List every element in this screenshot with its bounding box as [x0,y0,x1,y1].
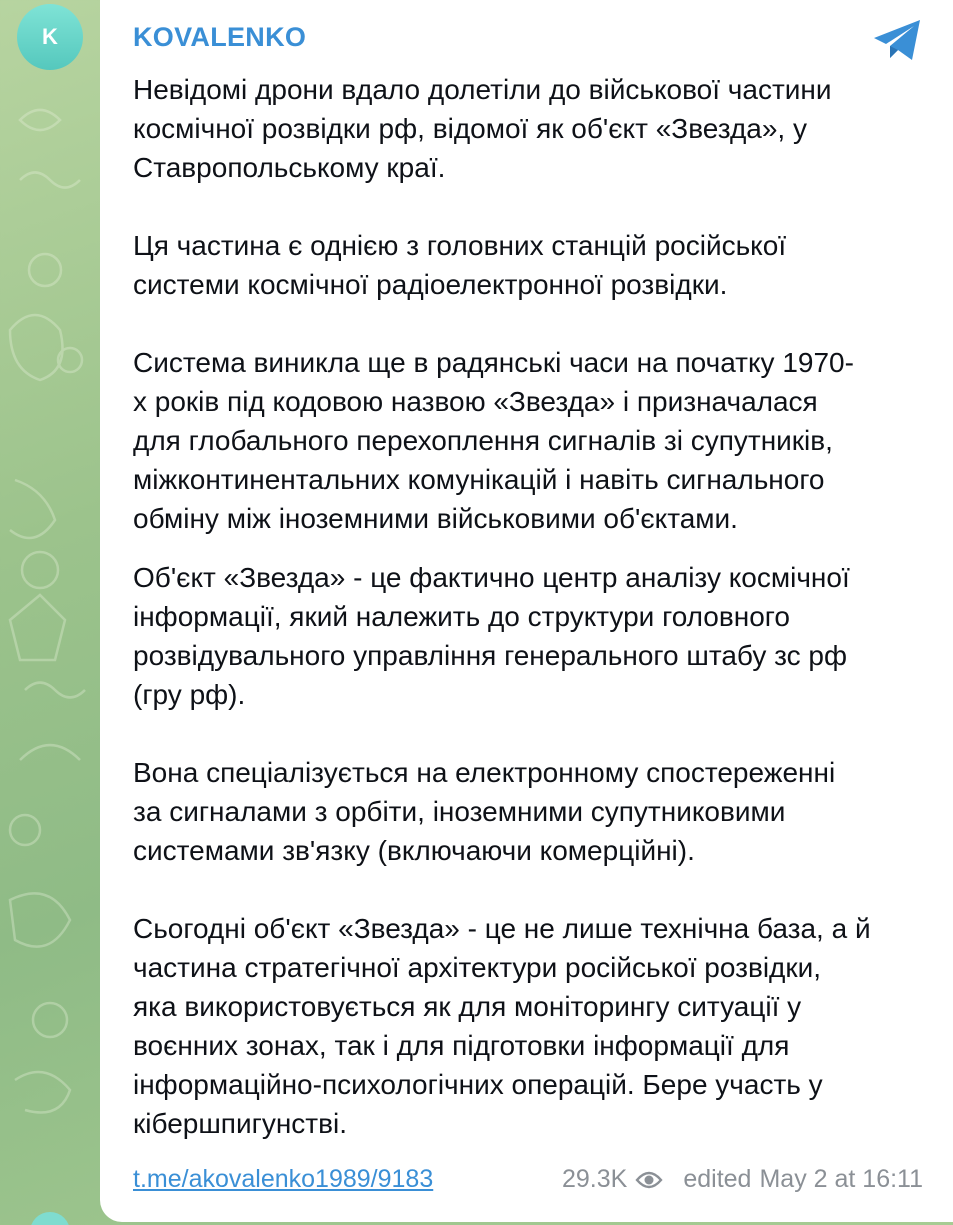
text-line: системи космічної радіоелектронної розвідки. [133,269,728,300]
text-line: за сигналами з орбіти, іноземними супутниковими [133,796,786,827]
channel-name[interactable]: KOVALENKO [133,22,307,52]
paragraph-1 [133,70,933,187]
text-line: (гру рф). [133,679,246,710]
text-line: інформації, який належить до структури головного [133,601,790,632]
text-line: міжконтинентальних комунікацій і навіть сигнального [133,464,825,495]
message-meta [562,1165,923,1194]
text-line: воєнних зонах, так і для підготовки інформації для [133,1030,790,1061]
paragraph-5 [133,753,933,870]
avatar-letter: K [42,24,58,49]
channel-avatar[interactable] [17,4,83,70]
text-line: х років під кодовою назвою «Звезда» і призначалася [133,386,818,417]
telegram-icon [872,18,924,62]
paragraph-6 [133,909,933,1143]
text-line: Вона спеціалізується на електронному спостереженні [133,757,836,788]
text-line: Система виникла ще в радянські часи на початку 1970- [133,347,854,378]
text-line: частина стратегічної архітектури російської розвідки, [133,952,822,983]
view-count: 29.3K [562,1165,628,1193]
text-line: космічної розвідки рф, відомої як об'єкт «Звезда», у [133,113,807,144]
message-footer [133,1165,923,1201]
text-line: обміну між іноземними військовими об'єктами. [133,503,738,534]
text-line: системами зв'язку (включаючи комерційні). [133,835,695,866]
message-timestamp: May 2 at 16:11 [759,1165,923,1193]
text-line: Невідомі дрони вдало долетіли до військової частини [133,74,832,105]
text-line: Об'єкт «Звезда» - це фактично центр аналізу космічної [133,562,850,593]
background-doodles [0,0,110,1225]
text-line: Сьогодні об'єкт «Звезда» - це не лише технічна база, а й [133,913,871,944]
paragraph-2 [133,226,933,304]
paragraph-3 [133,343,933,538]
eye-icon [635,1170,663,1190]
text-line: яка використовується як для моніторингу ситуації у [133,991,802,1022]
text-line: Ставропольському краї. [133,152,446,183]
text-line: кібершпигунстві. [133,1108,347,1139]
edited-label: edited [683,1165,752,1193]
text-line: для глобального перехоплення сигналів зі супутників, [133,425,833,456]
text-line: розвідувального управління генерального штабу зс рф [133,640,848,671]
text-line: Ця частина є однією з головних станцій російської [133,230,787,261]
text-line: інформаційно-психологічних операцій. Бере участь у [133,1069,823,1100]
paragraph-4 [133,558,933,714]
post-link[interactable]: t.me/akovalenko1989/9183 [133,1165,434,1193]
message-text [133,70,933,1143]
